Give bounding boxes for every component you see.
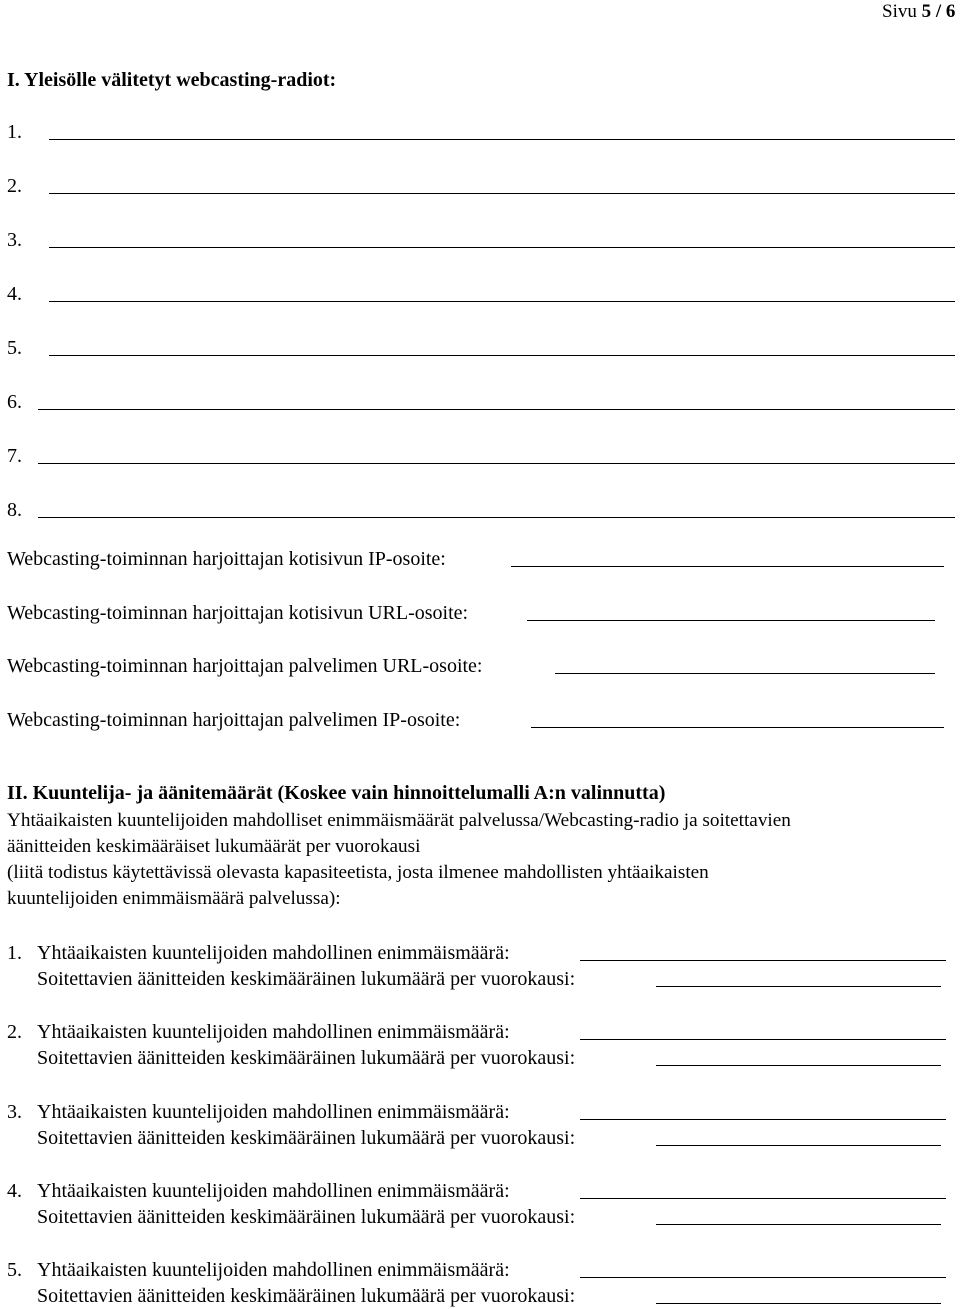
max-listeners-input-line[interactable] [580, 960, 946, 961]
page-total: 6 [945, 1, 956, 22]
max-listeners-label: Yhtäaikaisten kuuntelijoiden mahdollinen enimmäismäärä: [37, 1101, 510, 1123]
radio-3-input-line[interactable] [49, 247, 955, 248]
section-2-intro-line: Yhtäaikaisten kuuntelijoiden mahdolliset enimmäismäärät palvelussa/Webcasting-radio ja soitettavien [7, 810, 791, 831]
avg-recordings-label: Soitettavien äänitteiden keskimääräinen lukumäärä per vuorokausi: [37, 1206, 576, 1228]
section-2-intro-line: kuuntelijoiden enimmäismäärä palvelussa): [7, 888, 341, 909]
avg-recordings-input-line[interactable] [656, 1145, 941, 1146]
server-ip-input-line[interactable] [531, 727, 944, 728]
group-number: 5. [7, 1259, 22, 1281]
avg-recordings-input-line[interactable] [656, 986, 941, 987]
page-number [882, 2, 955, 21]
radio-item-number: 7. [7, 445, 22, 467]
avg-recordings-label: Soitettavien äänitteiden keskimääräinen lukumäärä per vuorokausi: [37, 1047, 576, 1069]
avg-recordings-input-line[interactable] [656, 1065, 941, 1066]
radio-item-number: 1. [7, 121, 22, 143]
server-url-label: Webcasting-toiminnan harjoittajan palvelimen URL-osoite: [7, 655, 483, 677]
max-listeners-input-line[interactable] [580, 1119, 946, 1120]
avg-recordings-label: Soitettavien äänitteiden keskimääräinen lukumäärä per vuorokausi: [37, 1127, 576, 1149]
radio-2-input-line[interactable] [49, 193, 955, 194]
homepage-url-label: Webcasting-toiminnan harjoittajan kotisivun URL-osoite: [7, 602, 469, 624]
avg-recordings-input-line[interactable] [656, 1303, 941, 1304]
radio-item-number: 3. [7, 229, 22, 251]
server-ip-label: Webcasting-toiminnan harjoittajan palvelimen IP-osoite: [7, 709, 461, 731]
radio-6-input-line[interactable] [38, 409, 955, 410]
max-listeners-label: Yhtäaikaisten kuuntelijoiden mahdollinen enimmäismäärä: [37, 1259, 510, 1281]
radio-item-number: 8. [7, 499, 22, 521]
avg-recordings-label: Soitettavien äänitteiden keskimääräinen lukumäärä per vuorokausi: [37, 1285, 576, 1307]
section-2-intro-line: (liitä todistus käytettävissä olevasta kapasiteetista, josta ilmenee mahdollisten yhtäaikaisten [7, 862, 709, 883]
radio-item-number: 5. [7, 337, 22, 359]
max-listeners-label: Yhtäaikaisten kuuntelijoiden mahdollinen enimmäismäärä: [37, 942, 510, 964]
radio-8-input-line[interactable] [38, 517, 955, 518]
radio-7-input-line[interactable] [38, 463, 955, 464]
group-number: 2. [7, 1021, 22, 1043]
radio-5-input-line[interactable] [49, 355, 955, 356]
page-current: 5 [921, 1, 932, 22]
group-number: 4. [7, 1180, 22, 1202]
radio-1-input-line[interactable] [49, 139, 955, 140]
section-1-title: I. Yleisölle välitetyt webcasting-radiot: [7, 69, 337, 91]
page-label: Sivu [882, 1, 917, 22]
page-separator: / [935, 1, 942, 22]
max-listeners-input-line[interactable] [580, 1198, 946, 1199]
max-listeners-input-line[interactable] [580, 1277, 946, 1278]
section-2-intro-line: äänitteiden keskimääräiset lukumäärät per vuorokausi [7, 836, 421, 857]
homepage-ip-label: Webcasting-toiminnan harjoittajan kotisivun IP-osoite: [7, 548, 446, 570]
radio-item-number: 6. [7, 391, 22, 413]
radio-4-input-line[interactable] [49, 301, 955, 302]
homepage-ip-input-line[interactable] [511, 566, 944, 567]
max-listeners-label: Yhtäaikaisten kuuntelijoiden mahdollinen enimmäismäärä: [37, 1021, 510, 1043]
radio-item-number: 4. [7, 283, 22, 305]
avg-recordings-input-line[interactable] [656, 1224, 941, 1225]
homepage-url-input-line[interactable] [527, 620, 935, 621]
server-url-input-line[interactable] [555, 673, 935, 674]
max-listeners-label: Yhtäaikaisten kuuntelijoiden mahdollinen enimmäismäärä: [37, 1180, 510, 1202]
radio-item-number: 2. [7, 175, 22, 197]
avg-recordings-label: Soitettavien äänitteiden keskimääräinen lukumäärä per vuorokausi: [37, 968, 576, 990]
group-number: 1. [7, 942, 22, 964]
max-listeners-input-line[interactable] [580, 1039, 946, 1040]
section-2-title: II. Kuuntelija- ja äänitemäärät (Koskee vain hinnoittelumalli A:n valinnutta) [7, 782, 666, 804]
group-number: 3. [7, 1101, 22, 1123]
